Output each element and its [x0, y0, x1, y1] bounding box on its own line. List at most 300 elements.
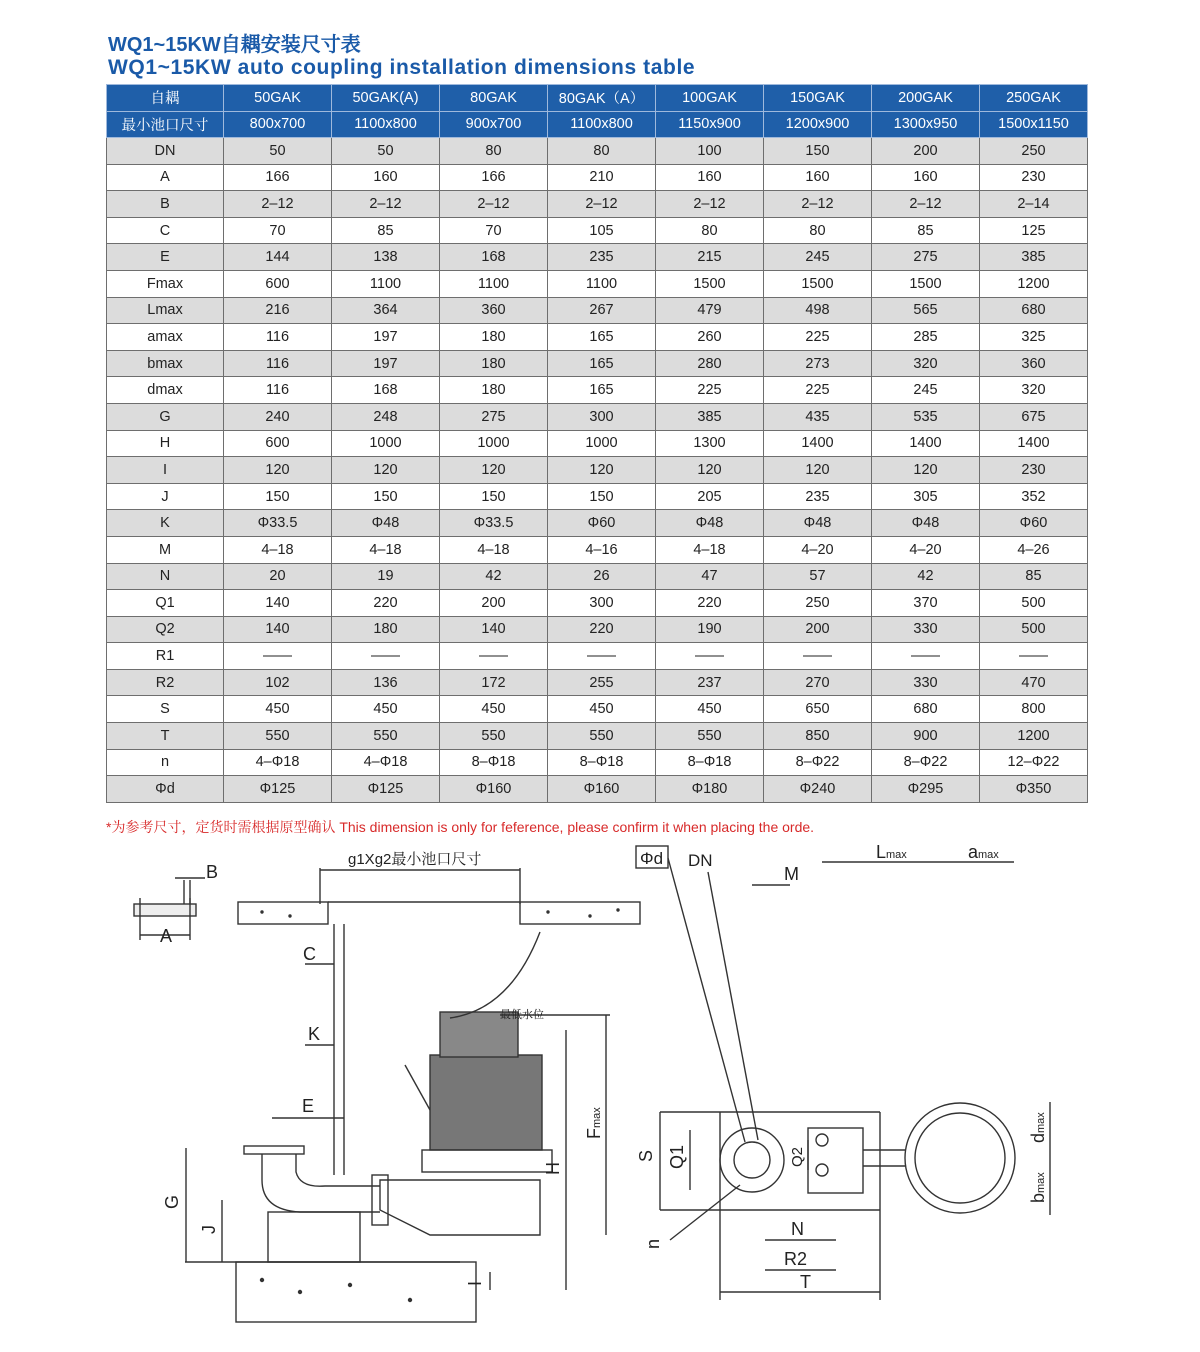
table-cell: 240: [224, 403, 332, 430]
row-label: H: [107, 430, 224, 457]
table-cell: 220: [548, 616, 656, 643]
label-bmax: [1028, 1172, 1048, 1203]
table-cell: 197: [332, 350, 440, 377]
table-cell: 535: [872, 403, 980, 430]
table-cell: 245: [872, 377, 980, 404]
table-cell: 160: [872, 164, 980, 191]
table-cell: 450: [332, 696, 440, 723]
table-cell: 216: [224, 297, 332, 324]
table-cell: ——: [764, 643, 872, 670]
table-row: [107, 297, 1088, 324]
table-cell: 285: [872, 324, 980, 351]
table-cell: 470: [980, 669, 1088, 696]
table-cell: 300: [548, 403, 656, 430]
row-label: A: [107, 164, 224, 191]
label-H: H: [543, 1162, 563, 1175]
table-cell: 680: [872, 696, 980, 723]
table-cell: 267: [548, 297, 656, 324]
label-n: n: [643, 1238, 663, 1249]
table-row: [107, 616, 1088, 643]
table-cell: ——: [440, 643, 548, 670]
table-cell: 80GAK: [440, 85, 548, 112]
table-cell: 166: [224, 164, 332, 191]
label-S: S: [636, 1149, 656, 1162]
row-label: Fmax: [107, 270, 224, 297]
table-cell: 250: [980, 138, 1088, 165]
table-cell: 160: [332, 164, 440, 191]
table-cell: 205: [656, 483, 764, 510]
table-cell: 2–12: [872, 191, 980, 218]
table-cell: 57: [764, 563, 872, 590]
table-cell: 168: [440, 244, 548, 271]
table-header-row: [107, 85, 1088, 112]
table-cell: 900x700: [440, 111, 548, 138]
table-cell: 42: [440, 563, 548, 590]
row-label: bmax: [107, 350, 224, 377]
table-cell: 225: [764, 377, 872, 404]
table-cell: 215: [656, 244, 764, 271]
table-cell: Φ48: [764, 510, 872, 537]
table-cell: 450: [440, 696, 548, 723]
table-cell: 300: [548, 590, 656, 617]
table-cell: 4–18: [440, 536, 548, 563]
table-row: [107, 324, 1088, 351]
table-header-row: [107, 111, 1088, 138]
table-cell: 116: [224, 377, 332, 404]
table-cell: 50: [332, 138, 440, 165]
table-cell: 125: [980, 217, 1088, 244]
table-cell: 330: [872, 669, 980, 696]
table-cell: 550: [440, 723, 548, 750]
table-cell: 250GAK: [980, 85, 1088, 112]
table-cell: Φ240: [764, 776, 872, 803]
table-cell: 140: [224, 590, 332, 617]
table-cell: 20: [224, 563, 332, 590]
table-cell: 4–18: [656, 536, 764, 563]
table-cell: 120: [224, 457, 332, 484]
table-row: [107, 377, 1088, 404]
table-cell: 550: [656, 723, 764, 750]
table-cell: 80GAK（A）: [548, 85, 656, 112]
row-label: K: [107, 510, 224, 537]
table-cell: 1100: [332, 270, 440, 297]
table-cell: 85: [872, 217, 980, 244]
table-cell: 168: [332, 377, 440, 404]
row-label: J: [107, 483, 224, 510]
table-cell: 235: [764, 483, 872, 510]
label-I: I: [465, 1280, 485, 1286]
table-row: [107, 350, 1088, 377]
table-cell: 352: [980, 483, 1088, 510]
table-cell: 1100x800: [548, 111, 656, 138]
table-cell: Φ180: [656, 776, 764, 803]
label-E: E: [302, 1096, 315, 1116]
table-cell: 1100x800: [332, 111, 440, 138]
table-row: [107, 723, 1088, 750]
table-cell: 138: [332, 244, 440, 271]
table-row: [107, 138, 1088, 165]
table-cell: 160: [764, 164, 872, 191]
table-cell: 1300x950: [872, 111, 980, 138]
table-cell: 150GAK: [764, 85, 872, 112]
label-B: B: [206, 862, 219, 882]
table-cell: 70: [440, 217, 548, 244]
table-cell: 230: [980, 457, 1088, 484]
label-Fmax-main: F: [584, 1128, 604, 1139]
label-dmax-main: d: [1028, 1132, 1048, 1143]
row-label: 最小池口尺寸: [107, 111, 224, 138]
table-cell: 360: [440, 297, 548, 324]
table-cell: 80: [548, 138, 656, 165]
row-label: n: [107, 749, 224, 776]
table-cell: 260: [656, 324, 764, 351]
dimensions-table: [106, 84, 1088, 803]
table-cell: 270: [764, 669, 872, 696]
pit-cover-slab: [238, 902, 640, 924]
table-cell: 80: [440, 138, 548, 165]
table-cell: 180: [440, 324, 548, 351]
row-label: M: [107, 536, 224, 563]
table-cell: Φ350: [980, 776, 1088, 803]
table-cell: 305: [872, 483, 980, 510]
table-cell: 1400: [764, 430, 872, 457]
table-cell: 1150x900: [656, 111, 764, 138]
row-label: G: [107, 403, 224, 430]
power-cable: [450, 932, 540, 1018]
table-cell: 220: [332, 590, 440, 617]
table-cell: Φ33.5: [440, 510, 548, 537]
table-cell: 235: [548, 244, 656, 271]
label-N: N: [791, 1219, 804, 1239]
row-label: Q2: [107, 616, 224, 643]
label-G: G: [162, 1194, 182, 1209]
table-cell: 1500: [872, 270, 980, 297]
table-cell: 450: [656, 696, 764, 723]
table-cell: 680: [980, 297, 1088, 324]
table-cell: 800x700: [224, 111, 332, 138]
label-Lmax-main: L: [876, 842, 887, 862]
row-label: Lmax: [107, 297, 224, 324]
table-cell: 1000: [440, 430, 548, 457]
table-cell: ——: [872, 643, 980, 670]
table-cell: 1500x1150: [980, 111, 1088, 138]
table-cell: 225: [764, 324, 872, 351]
table-cell: 850: [764, 723, 872, 750]
table-cell: 190: [656, 616, 764, 643]
table-cell: 8–Φ18: [440, 749, 548, 776]
table-cell: 140: [440, 616, 548, 643]
plan-view-pump-ring: [863, 1103, 1015, 1213]
label-phi-d: Φd: [640, 849, 664, 868]
table-cell: 2–12: [548, 191, 656, 218]
table-cell: 144: [224, 244, 332, 271]
table-cell: 50GAK: [224, 85, 332, 112]
table-cell: ——: [548, 643, 656, 670]
table-row: [107, 164, 1088, 191]
table-cell: 360: [980, 350, 1088, 377]
row-label: N: [107, 563, 224, 590]
table-cell: 50: [224, 138, 332, 165]
table-cell: Φ125: [224, 776, 332, 803]
row-label: DN: [107, 138, 224, 165]
table-cell: 1100: [548, 270, 656, 297]
table-cell: 1000: [332, 430, 440, 457]
table-cell: Φ48: [656, 510, 764, 537]
row-label: dmax: [107, 377, 224, 404]
table-cell: 120: [764, 457, 872, 484]
table-cell: 230: [980, 164, 1088, 191]
table-cell: 116: [224, 350, 332, 377]
row-label: E: [107, 244, 224, 271]
table-cell: 105: [548, 217, 656, 244]
table-cell: Φ60: [980, 510, 1088, 537]
table-cell: 237: [656, 669, 764, 696]
table-cell: 450: [548, 696, 656, 723]
table-cell: 1000: [548, 430, 656, 457]
table-row: [107, 749, 1088, 776]
plan-view-frame: [660, 1112, 880, 1300]
pump-body: [372, 1012, 552, 1235]
table-row: [107, 270, 1088, 297]
table-cell: 50GAK(A): [332, 85, 440, 112]
table-cell: ——: [224, 643, 332, 670]
table-row: [107, 510, 1088, 537]
table-cell: 4–Φ18: [332, 749, 440, 776]
table-cell: 675: [980, 403, 1088, 430]
table-cell: 2–14: [980, 191, 1088, 218]
table-cell: 1400: [872, 430, 980, 457]
table-cell: 325: [980, 324, 1088, 351]
table-cell: 200: [440, 590, 548, 617]
table-cell: Φ48: [332, 510, 440, 537]
table-cell: 4–16: [548, 536, 656, 563]
table-row: [107, 590, 1088, 617]
label-M: M: [784, 864, 799, 884]
table-cell: 800: [980, 696, 1088, 723]
row-label: 自耦: [107, 85, 224, 112]
table-cell: 166: [440, 164, 548, 191]
row-label: Φd: [107, 776, 224, 803]
table-cell: ——: [332, 643, 440, 670]
table-cell: 550: [332, 723, 440, 750]
table-cell: Φ60: [548, 510, 656, 537]
table-cell: 273: [764, 350, 872, 377]
table-cell: ——: [656, 643, 764, 670]
label-Lmax-sub: max: [886, 849, 907, 861]
label-K: K: [308, 1024, 321, 1044]
table-cell: 1200x900: [764, 111, 872, 138]
table-cell: 200: [764, 616, 872, 643]
label-low-water: 最低水位: [500, 1009, 544, 1021]
label-amax: [968, 842, 999, 862]
installation-drawing: [0, 840, 1200, 1340]
table-cell: 200GAK: [872, 85, 980, 112]
table-cell: 165: [548, 324, 656, 351]
table-cell: 197: [332, 324, 440, 351]
table-cell: 248: [332, 403, 440, 430]
table-cell: 550: [224, 723, 332, 750]
table-cell: 150: [548, 483, 656, 510]
table-row: [107, 191, 1088, 218]
table-cell: 180: [440, 377, 548, 404]
reference-note: *为参考尺寸，定货时需根据原型确认 This dimension is only for feference, please confirm it when placing the orde.: [106, 819, 815, 835]
table-cell: 4–18: [332, 536, 440, 563]
table-cell: 42: [872, 563, 980, 590]
table-row: [107, 563, 1088, 590]
row-label: T: [107, 723, 224, 750]
table-cell: 116: [224, 324, 332, 351]
table-cell: 330: [872, 616, 980, 643]
table-cell: 275: [440, 403, 548, 430]
label-dmax-sub: max: [1035, 1112, 1047, 1133]
row-label: S: [107, 696, 224, 723]
table-cell: 500: [980, 616, 1088, 643]
table-cell: 245: [764, 244, 872, 271]
table-row: [107, 483, 1088, 510]
table-row: [107, 669, 1088, 696]
row-label: R1: [107, 643, 224, 670]
table-cell: 4–20: [872, 536, 980, 563]
label-dmax: [1028, 1112, 1048, 1143]
table-cell: 385: [980, 244, 1088, 271]
table-cell: 550: [548, 723, 656, 750]
row-label: C: [107, 217, 224, 244]
table-cell: 12–Φ22: [980, 749, 1088, 776]
table-cell: 100GAK: [656, 85, 764, 112]
table-row: [107, 403, 1088, 430]
row-label: B: [107, 191, 224, 218]
table-cell: Φ125: [332, 776, 440, 803]
table-row: [107, 536, 1088, 563]
discharge-elbow: [244, 1146, 380, 1262]
table-cell: 220: [656, 590, 764, 617]
table-cell: 4–Φ18: [224, 749, 332, 776]
table-cell: 320: [980, 377, 1088, 404]
table-cell: 1200: [980, 723, 1088, 750]
table-cell: 102: [224, 669, 332, 696]
table-cell: 150: [440, 483, 548, 510]
table-cell: 275: [872, 244, 980, 271]
label-pit-size: g1Xg2最小池口尺寸: [348, 851, 482, 868]
table-cell: 2–12: [224, 191, 332, 218]
table-row: [107, 217, 1088, 244]
table-cell: 1500: [764, 270, 872, 297]
table-cell: 47: [656, 563, 764, 590]
table-cell: 120: [656, 457, 764, 484]
table-cell: 320: [872, 350, 980, 377]
ground-base: [185, 1262, 476, 1322]
table-cell: 150: [332, 483, 440, 510]
table-cell: 600: [224, 430, 332, 457]
table-row: [107, 643, 1088, 670]
table-cell: Φ295: [872, 776, 980, 803]
table-cell: 225: [656, 377, 764, 404]
label-bmax-sub: max: [1035, 1172, 1047, 1193]
label-bmax-main: b: [1028, 1192, 1048, 1203]
label-Lmax: [876, 842, 907, 862]
table-cell: 172: [440, 669, 548, 696]
label-amax-sub: max: [978, 849, 999, 861]
table-cell: 160: [656, 164, 764, 191]
table-cell: 4–18: [224, 536, 332, 563]
table-cell: 1300: [656, 430, 764, 457]
table-cell: 500: [980, 590, 1088, 617]
table-cell: 120: [332, 457, 440, 484]
table-cell: Φ48: [872, 510, 980, 537]
table-cell: 4–26: [980, 536, 1088, 563]
table-row: [107, 696, 1088, 723]
table-cell: 120: [548, 457, 656, 484]
table-cell: 1100: [440, 270, 548, 297]
table-row: [107, 776, 1088, 803]
table-cell: 100: [656, 138, 764, 165]
table-cell: 80: [764, 217, 872, 244]
table-cell: 19: [332, 563, 440, 590]
table-cell: 450: [224, 696, 332, 723]
table-cell: 8–Φ18: [656, 749, 764, 776]
title-chinese: WQ1~15KW自耦安装尺寸表: [108, 34, 361, 56]
label-Fmax-sub: max: [591, 1107, 603, 1128]
table-cell: 255: [548, 669, 656, 696]
table-cell: 250: [764, 590, 872, 617]
table-cell: 2–12: [332, 191, 440, 218]
table-cell: 565: [872, 297, 980, 324]
table-cell: Φ33.5: [224, 510, 332, 537]
table-cell: 200: [872, 138, 980, 165]
row-label: Q1: [107, 590, 224, 617]
table-cell: 1200: [980, 270, 1088, 297]
table-cell: 180: [440, 350, 548, 377]
label-A: A: [160, 926, 173, 946]
table-cell: 8–Φ22: [872, 749, 980, 776]
table-cell: 600: [224, 270, 332, 297]
table-cell: 120: [440, 457, 548, 484]
table-cell: 385: [656, 403, 764, 430]
table-cell: 120: [872, 457, 980, 484]
table-cell: Φ160: [440, 776, 548, 803]
table-cell: 1500: [656, 270, 764, 297]
table-cell: 498: [764, 297, 872, 324]
table-cell: 210: [548, 164, 656, 191]
table-cell: 70: [224, 217, 332, 244]
table-cell: 900: [872, 723, 980, 750]
table-cell: 364: [332, 297, 440, 324]
label-amax-main: a: [968, 842, 979, 862]
table-cell: 150: [764, 138, 872, 165]
table-cell: 85: [980, 563, 1088, 590]
table-cell: 136: [332, 669, 440, 696]
row-label: amax: [107, 324, 224, 351]
table-cell: 650: [764, 696, 872, 723]
title-english: WQ1~15KW auto coupling installation dimensions table: [108, 56, 696, 79]
label-DN: DN: [688, 851, 713, 870]
label-J: J: [199, 1225, 219, 1234]
table-cell: 80: [656, 217, 764, 244]
table-cell: 140: [224, 616, 332, 643]
table-cell: 180: [332, 616, 440, 643]
table-cell: Φ160: [548, 776, 656, 803]
table-cell: 2–12: [764, 191, 872, 218]
table-cell: 150: [224, 483, 332, 510]
table-cell: 280: [656, 350, 764, 377]
table-cell: 479: [656, 297, 764, 324]
label-C: C: [303, 944, 316, 964]
table-cell: ——: [980, 643, 1088, 670]
table-row: [107, 244, 1088, 271]
label-R2: R2: [784, 1249, 808, 1269]
guide-rail: [334, 924, 344, 1175]
table-cell: 2–12: [656, 191, 764, 218]
